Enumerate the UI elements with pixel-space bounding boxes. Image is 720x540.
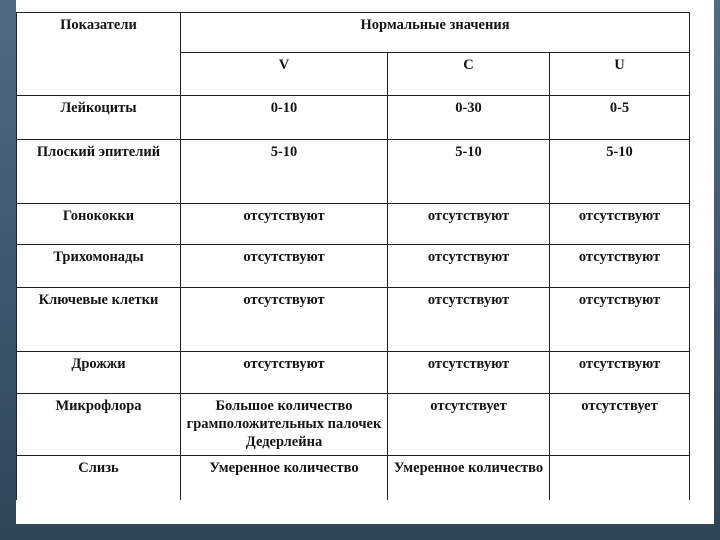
normal-values-table	[16, 12, 690, 500]
cell-u: отсутствуют	[550, 288, 690, 352]
header-col-c: C	[388, 53, 550, 96]
header-indicators: Показатели	[17, 13, 181, 96]
row-name: Микрофлора	[17, 394, 181, 456]
cell-v: отсутствуют	[181, 245, 388, 288]
cell-u: отсутствуют	[550, 204, 690, 245]
cell-c: отсутствует	[388, 394, 550, 456]
row-name: Гонококки	[17, 204, 181, 245]
row-name: Ключевые клетки	[17, 288, 181, 352]
cell-v: отсутствуют	[181, 204, 388, 245]
row-name: Слизь	[17, 456, 181, 500]
table-row	[17, 456, 690, 500]
cell-c: Умеренное количество	[388, 456, 550, 500]
cell-u: отсутствует	[550, 394, 690, 456]
cell-u: 0-5	[550, 96, 690, 140]
row-name: Плоский эпителий	[17, 140, 181, 204]
table-row	[17, 245, 690, 288]
table-row	[17, 96, 690, 140]
cell-v: Большое количество грамположительных палочек Дедерлейна	[181, 394, 388, 456]
cell-u: 5-10	[550, 140, 690, 204]
table-row	[17, 204, 690, 245]
cell-u: отсутствуют	[550, 352, 690, 394]
header-normal-values: Нормальные значения	[181, 13, 690, 53]
cell-c: отсутствуют	[388, 352, 550, 394]
table-row	[17, 140, 690, 204]
cell-v: отсутствуют	[181, 352, 388, 394]
cell-c: 5-10	[388, 140, 550, 204]
row-name: Трихомонады	[17, 245, 181, 288]
cell-v: Умеренное количество	[181, 456, 388, 500]
cell-v: 5-10	[181, 140, 388, 204]
cell-c: 0-30	[388, 96, 550, 140]
cell-u	[550, 456, 690, 500]
cell-v: отсутствуют	[181, 288, 388, 352]
header-col-v: V	[181, 53, 388, 96]
table-row	[17, 352, 690, 394]
row-name: Лейкоциты	[17, 96, 181, 140]
row-name: Дрожжи	[17, 352, 181, 394]
table-row	[17, 394, 690, 456]
cell-c: отсутствуют	[388, 245, 550, 288]
cell-c: отсутствуют	[388, 204, 550, 245]
cell-c: отсутствуют	[388, 288, 550, 352]
table-row	[17, 288, 690, 352]
cell-u: отсутствуют	[550, 245, 690, 288]
cell-v: 0-10	[181, 96, 388, 140]
header-col-u: U	[550, 53, 690, 96]
